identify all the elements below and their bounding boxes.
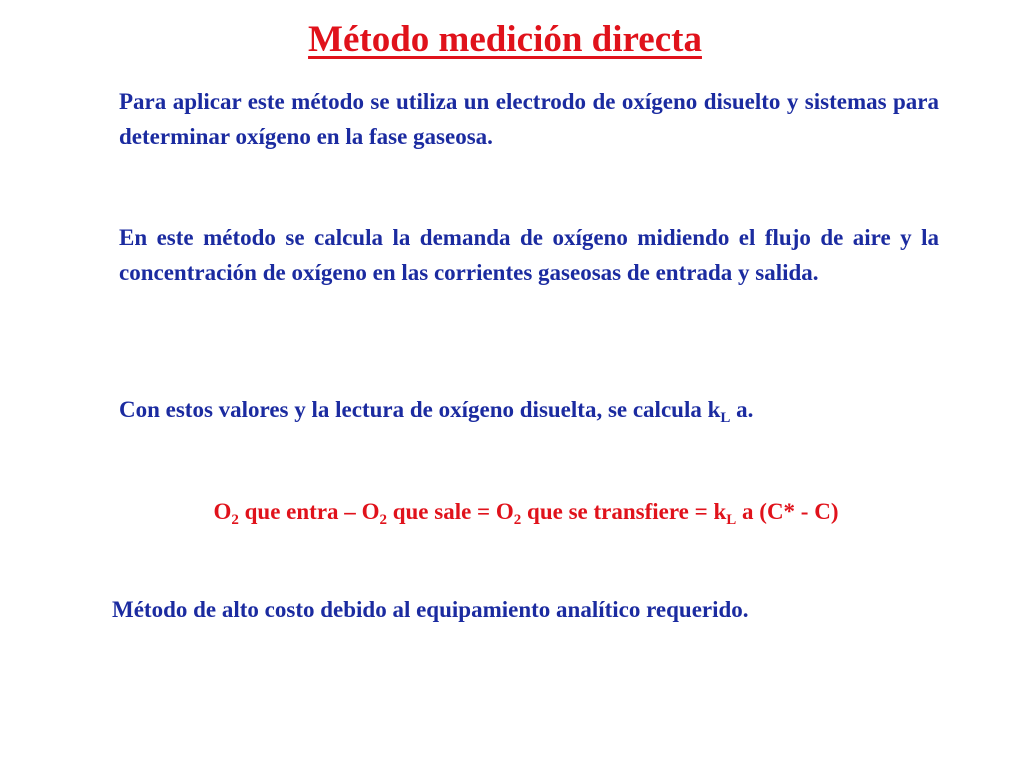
formula-part-transfiere: que se transfiere = k <box>521 499 727 524</box>
kla-subscript: L <box>720 410 731 426</box>
formula-o-transfer: O <box>495 499 514 524</box>
slide-title: Método medición directa <box>308 19 702 60</box>
formula-o-in: O <box>213 499 232 524</box>
paragraph-cost-note: Método de alto costo debido al equipamiento analítico requerido. <box>112 597 749 622</box>
paragraph-oxygen-demand: En este método se calcula la demanda de oxígeno midiendo el flujo de aire y la concentración de oxígeno en las corrientes gaseosas de entrada y salida. <box>119 225 939 285</box>
mass-balance-formula <box>0 494 1024 529</box>
formula-sub-l: L <box>726 512 737 528</box>
paragraph-kla-calculation <box>119 392 939 427</box>
kla-text-before: Con estos valores y la lectura de oxígeno disuelta, se calcula k <box>119 397 721 422</box>
formula-o-out: O <box>361 499 380 524</box>
formula-part-entra: que entra – <box>238 499 362 524</box>
kla-text-after: a. <box>730 397 754 422</box>
formula-part-end: a (C* - C) <box>736 499 839 524</box>
formula-part-sale: que sale = <box>386 499 496 524</box>
formula-sub-2-out: 2 <box>379 512 387 528</box>
paragraph-method-description: Para aplicar este método se utiliza un electrodo de oxígeno disuelto y sistemas para determinar oxígeno en la fase gaseosa. <box>119 89 939 149</box>
formula-sub-2-transfer: 2 <box>513 512 522 528</box>
formula-sub-2-in: 2 <box>231 512 239 528</box>
